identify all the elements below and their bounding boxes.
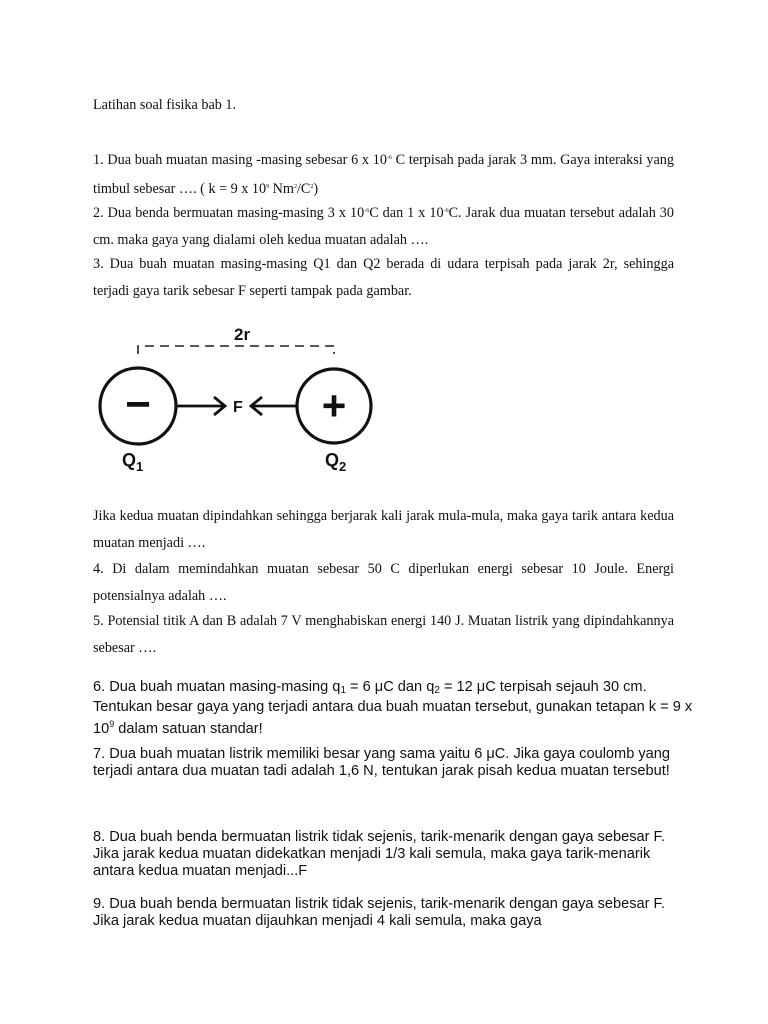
coulomb-force-diagram (88, 318, 388, 478)
question-3: 3. Dua buah muatan masing-masing Q1 dan Q2 berada di udara terpisah pada jarak 2r, sehingga terjadi gaya tarik sebesar F seperti tampak pada gambar. (93, 256, 674, 299)
q2-label: $Q_2$ (325, 450, 347, 474)
question-2: 2. Dua benda bermuatan masing-masing 3 x $10^{-6}C$ dan 1 x $10^{-6}C$. Jarak dua muatan tersebut adalah 30 cm. maka gaya yang dialami oleh kedua muatan adalah …. (93, 205, 674, 248)
q1-label: $Q_1$ (122, 450, 144, 474)
question-5: 5. Potensial titik A dan B adalah 7 V menghabiskan energi 140 J. Muatan listrik yang dipindahkannya sebesar …. (93, 613, 674, 656)
force-label: F (233, 399, 243, 416)
positive-sign: + (321, 382, 347, 429)
document-title: Latihan soal fisika bab 1. (93, 97, 237, 113)
question-9: 9. Dua buah benda bermuatan listrik tidak sejenis, tarik-menarik dengan gaya sebesar F. Jika jarak kedua muatan dijauhkan menjadi 4 kali semula, maka gaya (93, 896, 665, 929)
distance-dashed-line (138, 346, 334, 354)
question-8: 8. Dua buah benda bermuatan listrik tidak sejenis, tarik-menarik dengan gaya sebesar F. Jika jarak kedua muatan didekatkan menjadi 1/3 kali semula, maka gaya tarik-menarik antara kedua muatan menjadi...F (93, 829, 665, 879)
question-1: 1. Dua buah muatan masing -masing sebesar 6 x $10^{-6}$ C terpisah pada jarak 3 mm. Gaya interaksi yang timbul sebesar …. ( k = 9 x $10^9$ $Nm^2/C^2$) (93, 152, 674, 197)
question-3-followup: Jika kedua muatan dipindahkan sehingga berjarak kali jarak mula-mula, maka gaya tarik antara kedua muatan menjadi …. (93, 508, 674, 551)
question-7: 7. Dua buah muatan listrik memiliki besar yang sama yaitu 6 μC. Jika gaya coulomb yang terjadi antara dua muatan tadi adalah 1,6 N, tentukan jarak pisah kedua muatan tersebut! (93, 746, 671, 779)
question-6: 6. Dua buah muatan masing-masing $q_1 = 6$ μC dan $q_2 = 12$ μC terpisah sejauh 30 cm. Tentukan besar gaya yang terjadi antara dua buah muatan tersebut, gunakan tetapan k = 9 x $10^9$ dalam satuan standar! (93, 679, 693, 737)
negative-sign: − (125, 380, 151, 429)
question-4: 4. Di dalam memindahkan muatan sebesar 50 C diperlukan energi sebesar 10 Joule. Energi potensialnya adalah …. (93, 561, 674, 604)
distance-label: 2r (234, 325, 251, 344)
